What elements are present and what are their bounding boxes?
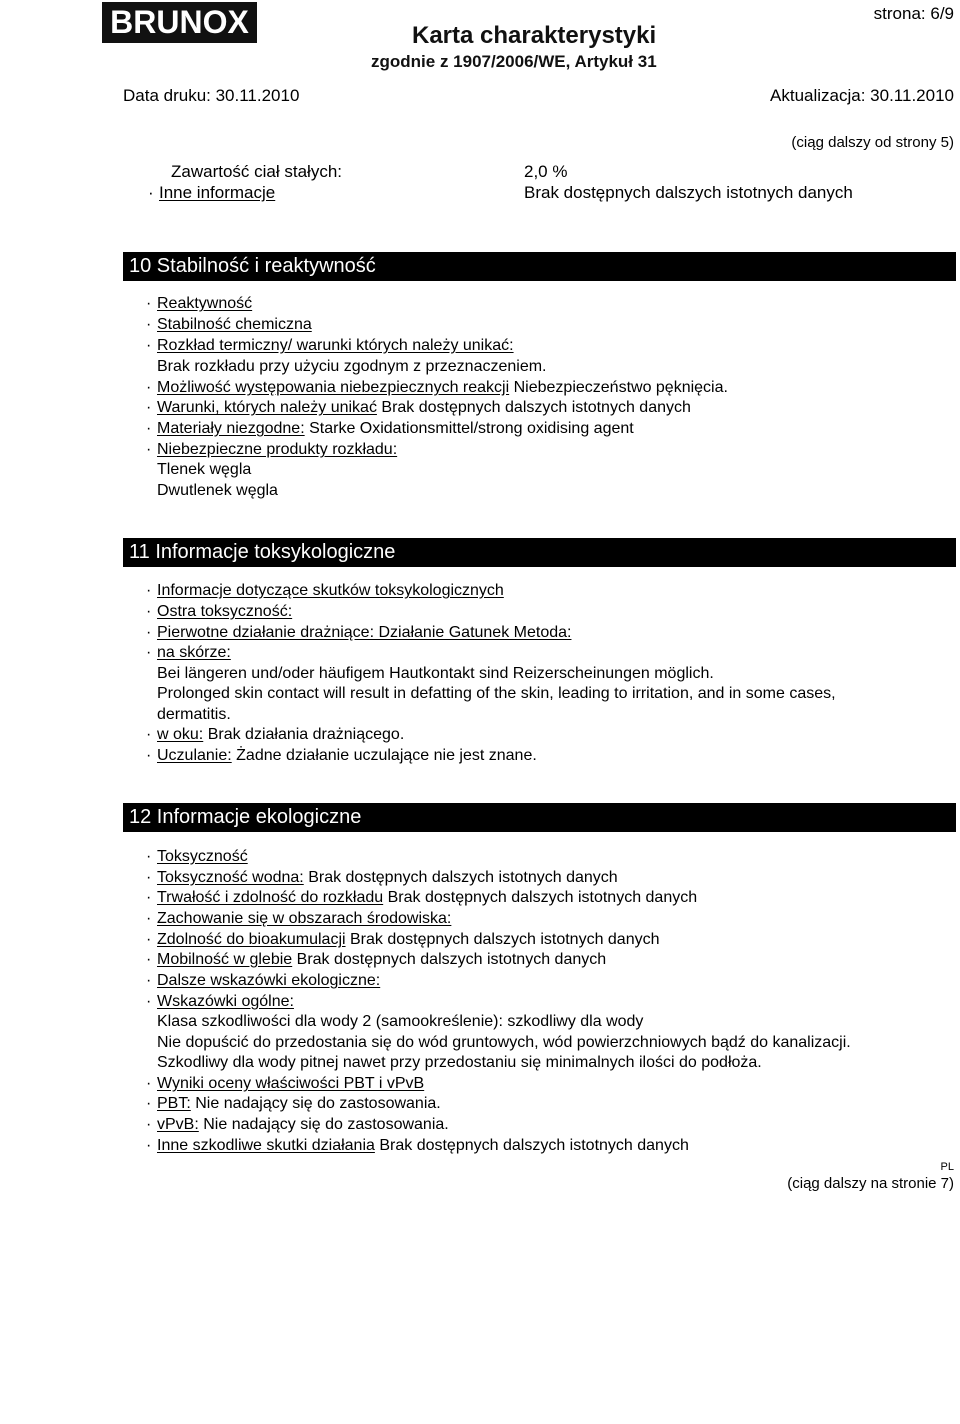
document-subtitle: zgodnie z 1907/2006/WE, Artykuł 31 <box>371 52 657 71</box>
list-item: · Materiały niezgodne: Starke Oxidationsmittel/strong oxidising agent <box>146 420 634 437</box>
skin-text-en-cont: dermatitis. <box>157 706 231 723</box>
other-info-label: Inne informacje <box>159 183 276 202</box>
other-info-row: · Inne informacje <box>148 183 276 202</box>
list-item: · w oku: Brak działania drażniącego. <box>146 726 405 743</box>
list-item: · Uczulanie: Żadne działanie uczulające nie jest znane. <box>146 747 537 764</box>
list-item: · Możliwość występowania niebezpiecznych reakcji Niebezpieczeństwo pęknięcia. <box>146 379 728 396</box>
list-item: · Trwałość i zdolność do rozkładu Brak dostępnych dalszych istotnych danych <box>146 889 698 906</box>
list-item: · Mobilność w glebie Brak dostępnych dalszych istotnych danych <box>146 951 607 968</box>
page-number: strona: 6/9 <box>873 4 954 23</box>
list-item: · Zachowanie się w obszarach środowiska: <box>146 910 452 927</box>
thermal-text: Brak rozkładu przy użyciu zgodnym z przeznaczeniem. <box>157 358 547 375</box>
print-date: Data druku: 30.11.2010 <box>123 86 300 105</box>
list-item: · Warunki, których należy unikać Brak dostępnych dalszych istotnych danych <box>146 399 691 416</box>
decomp-product: Dwutlenek węgla <box>157 482 278 499</box>
general-text: Klasa szkodliwości dla wody 2 (samookreślenie): szkodliwy dla wody <box>157 1013 644 1030</box>
general-text: Szkodliwy dla wody pitnej nawet przy przedostaniu się minimalnych ilości do podłoża. <box>157 1054 762 1071</box>
section-10-header: 10 Stabilność i reaktywność <box>123 252 956 281</box>
section-11-header: 11 Informacje toksykologiczne <box>123 538 956 567</box>
decomp-product: Tlenek węgla <box>157 461 252 478</box>
list-item: · Dalsze wskazówki ekologiczne: <box>146 972 381 989</box>
other-info-value: Brak dostępnych dalszych istotnych danych <box>524 183 853 202</box>
list-item: · Informacje dotyczące skutków toksykologicznych <box>146 582 504 599</box>
solids-label: Zawartość ciał stałych: <box>171 162 342 181</box>
list-item: · Toksyczność <box>146 848 248 865</box>
solids-value: 2,0 % <box>524 162 568 181</box>
skin-text-de: Bei längeren und/oder häufigem Hautkontakt sind Reizerscheinungen möglich. <box>157 665 714 682</box>
list-item: · na skórze: <box>146 644 231 661</box>
update-date: Aktualizacja: 30.11.2010 <box>770 86 954 105</box>
list-item: · Wyniki oceny właściwości PBT i vPvB <box>146 1075 425 1092</box>
continued-to: (ciąg dalszy na stronie 7) <box>787 1175 954 1192</box>
general-text: Nie dopuścić do przedostania się do wód gruntowych, wód powierzchniowych bądź do kanalizacji. <box>157 1034 851 1051</box>
list-item: · Zdolność do bioakumulacji Brak dostępnych dalszych istotnych danych <box>146 931 660 948</box>
section-12-header: 12 Informacje ekologiczne <box>123 803 956 832</box>
list-item: · PBT: Nie nadający się do zastosowania. <box>146 1095 441 1112</box>
list-item: · Toksyczność wodna: Brak dostępnych dalszych istotnych danych <box>146 869 618 886</box>
list-item: · vPvB: Nie nadający się do zastosowania. <box>146 1116 449 1133</box>
brunox-logo: BRUNOX <box>102 2 257 43</box>
language-code: PL <box>940 1161 954 1173</box>
continued-from: (ciąg dalszy od strony 5) <box>791 134 954 151</box>
skin-text-en: Prolonged skin contact will result in defatting of the skin, leading to irritation, and in some cases, <box>157 685 836 702</box>
list-item: · Ostra toksyczność: <box>146 603 293 620</box>
list-item: · Stabilność chemiczna <box>146 316 312 333</box>
list-item: · Reaktywność <box>146 295 253 312</box>
list-item: · Wskazówki ogólne: <box>146 993 294 1010</box>
list-item: · Rozkład termiczny/ warunki których należy unikać: <box>146 337 514 354</box>
list-item: · Niebezpieczne produkty rozkładu: <box>146 441 398 458</box>
list-item: · Pierwotne działanie drażniące: Działanie Gatunek Metoda: <box>146 624 572 641</box>
document-title: Karta charakterystyki <box>412 22 657 49</box>
list-item: · Inne szkodliwe skutki działania Brak dostępnych dalszych istotnych danych <box>146 1137 689 1154</box>
